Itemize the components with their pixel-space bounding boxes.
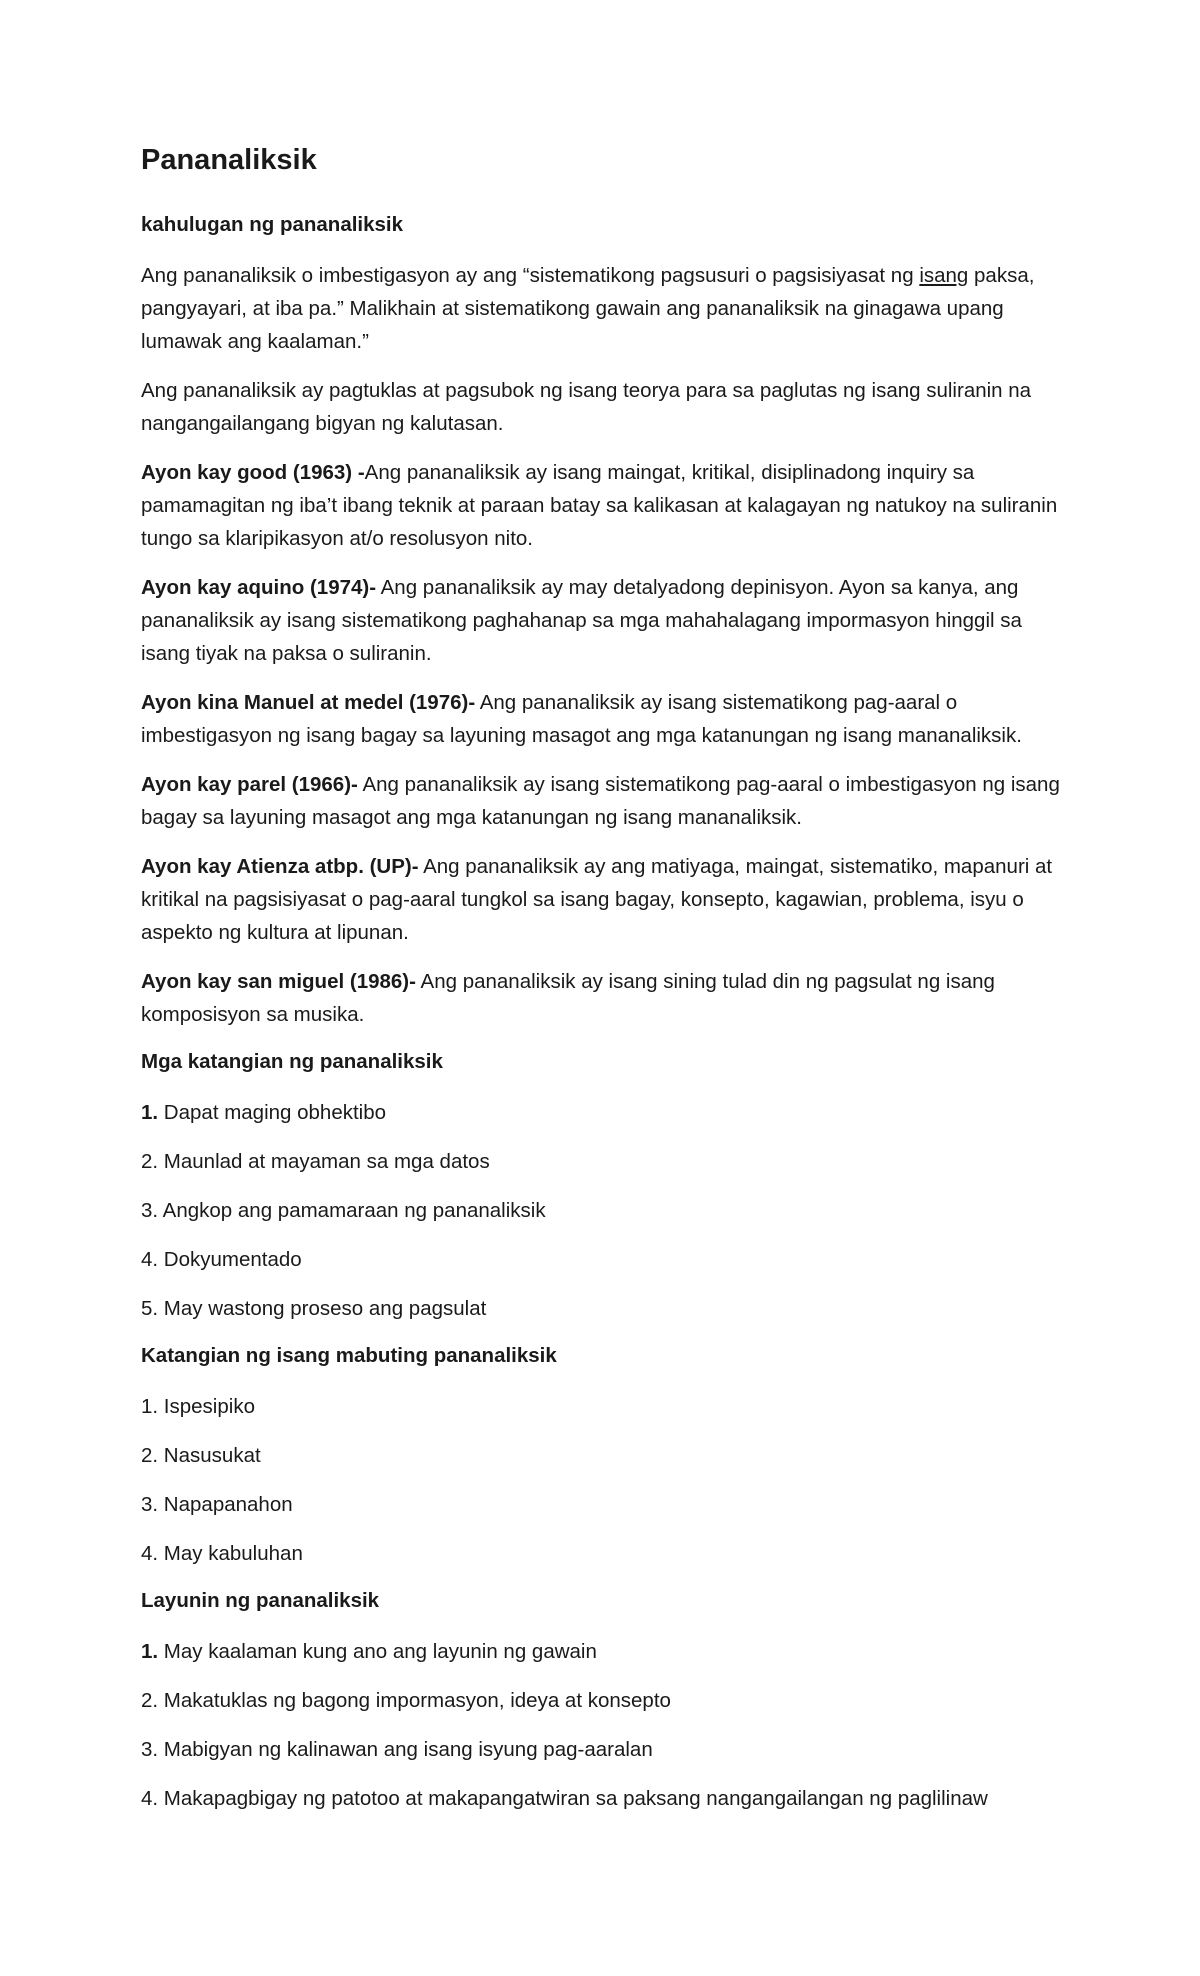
list-item bbox=[141, 1782, 1071, 1815]
list-item bbox=[141, 1537, 1071, 1570]
list-number: 4. bbox=[141, 1787, 159, 1810]
definition-source: Ayon kay aquino (1974)- bbox=[141, 576, 377, 599]
paragraph-pagtuklas: Ang pananaliksik ay pagtuklas at pagsubok ng isang teorya para sa paglutas ng isang suliranin na nangangailangang bigyan ng kalutasan. bbox=[141, 379, 1032, 435]
definition-text: Ang pananaliksik ay ang matiyaga, maingat, sistematiko, mapanuri at kritikal na pagsisiyasat o pag-aaral tungkol sa isang bagay, konsepto, kagawian, problema, isyu o aspekto ng kultura at lipunan. bbox=[141, 855, 1053, 944]
list-number: 4. bbox=[141, 1248, 159, 1271]
list-number: 1. bbox=[141, 1101, 159, 1124]
list-text: Dapat maging obhektibo bbox=[158, 1101, 387, 1124]
list-item bbox=[141, 1292, 1071, 1325]
list-number: 3. bbox=[141, 1199, 159, 1222]
definition-source: Ayon kay parel (1966)- bbox=[141, 773, 358, 796]
list-text: May wastong proseso ang pagsulat bbox=[158, 1297, 487, 1320]
list-item bbox=[141, 1194, 1071, 1227]
list-item bbox=[141, 1635, 1071, 1668]
underlined-word: isang bbox=[919, 264, 969, 287]
list-item bbox=[141, 1243, 1071, 1276]
section-heading-kahulugan: kahulugan ng pananaliksik bbox=[141, 213, 404, 236]
definition-paragraph bbox=[141, 768, 1071, 834]
list-item bbox=[141, 1488, 1071, 1521]
section-heading-layunin: Layunin ng pananaliksik bbox=[141, 1589, 380, 1612]
definition-text: Ang pananaliksik ay isang maingat, kritikal, disiplinadong inquiry sa pamamagitan ng iba’t ibang teknik at paraan batay sa kalikasan at kalagayan ng natukoy na suliranin tungo sa klaripikasyon at/o resolusyon nito. bbox=[141, 461, 1058, 550]
list-text: Maunlad at mayaman sa mga datos bbox=[158, 1150, 490, 1173]
definition-source: Ayon kay Atienza atbp. (UP)- bbox=[141, 855, 419, 878]
list-item bbox=[141, 1390, 1071, 1423]
definition-source: Ayon kay good (1963) - bbox=[141, 461, 365, 484]
definition-text: Ang pananaliksik ay isang sistematikong pag-aaral o imbestigasyon ng isang bagay sa layuning masagot ang mga katanungan ng isang mananaliksik. bbox=[141, 773, 1060, 829]
document-title: Pananaliksik bbox=[141, 144, 317, 176]
paragraph-definition bbox=[141, 259, 1071, 358]
list-item bbox=[141, 1733, 1071, 1766]
list-item bbox=[141, 1439, 1071, 1472]
list-text: Makatuklas ng bagong impormasyon, ideya at konsepto bbox=[158, 1689, 671, 1712]
list-text: Makapagbigay ng patotoo at makapangatwiran sa paksang nangangailangan ng paglilinaw bbox=[158, 1787, 988, 1810]
definition-text: Ang pananaliksik ay isang sistematikong pag-aaral o imbestigasyon ng isang bagay sa layuning masagot ang mga katanungan ng isang mananaliksik. bbox=[141, 691, 1022, 747]
definition-source: Ayon kina Manuel at medel (1976)- bbox=[141, 691, 476, 714]
list-number: 4. bbox=[141, 1542, 159, 1565]
list-number: 3. bbox=[141, 1738, 159, 1761]
definition-paragraph bbox=[141, 850, 1071, 949]
list-text: Nasusukat bbox=[158, 1444, 261, 1467]
list-text: Mabigyan ng kalinawan ang isang isyung pag-aaralan bbox=[158, 1738, 653, 1761]
document-page bbox=[141, 140, 1071, 1831]
list-text: Angkop ang pamamaraan ng pananaliksik bbox=[158, 1199, 546, 1222]
list-text: Ispesipiko bbox=[158, 1395, 255, 1418]
list-item bbox=[141, 1145, 1071, 1178]
list-number: 5. bbox=[141, 1297, 159, 1320]
definition-paragraph bbox=[141, 456, 1071, 555]
list-text: Napapanahon bbox=[158, 1493, 293, 1516]
list-item bbox=[141, 1096, 1071, 1129]
list-text: May kaalaman kung ano ang layunin ng gawain bbox=[158, 1640, 597, 1663]
list-item bbox=[141, 1684, 1071, 1717]
definition-text: Ang pananaliksik ay isang sining tulad din ng pagsulat ng isang komposisyon sa musika. bbox=[141, 970, 995, 1026]
definition-paragraph bbox=[141, 686, 1071, 752]
section-heading-mabuting: Katangian ng isang mabuting pananaliksik bbox=[141, 1344, 557, 1367]
list-number: 3. bbox=[141, 1493, 159, 1516]
list-number: 2. bbox=[141, 1150, 159, 1173]
list-number: 2. bbox=[141, 1689, 159, 1712]
list-number: 1. bbox=[141, 1395, 159, 1418]
definition-paragraph bbox=[141, 965, 1071, 1031]
paragraph-text: Ang pananaliksik o imbestigasyon ay ang “sistematikong pagsusuri o pagsisiyasat ng bbox=[141, 264, 920, 287]
definition-paragraph bbox=[141, 571, 1071, 670]
paragraph-text: paksa, pangyayari, at iba pa.” Malikhain at sistematikong gawain ang pananaliksik na ginagawa upang lumawak ang kaalaman.” bbox=[141, 264, 1035, 353]
section-heading-katangian: Mga katangian ng pananaliksik bbox=[141, 1050, 443, 1073]
definition-source: Ayon kay san miguel (1986)- bbox=[141, 970, 416, 993]
definition-text: Ang pananaliksik ay may detalyadong depinisyon. Ayon sa kanya, ang pananaliksik ay isang sistematikong paghahanap sa mga mahahalagang impormasyon hinggil sa isang tiyak na paksa o suliranin. bbox=[141, 576, 1022, 665]
list-number: 1. bbox=[141, 1640, 159, 1663]
list-text: May kabuluhan bbox=[158, 1542, 303, 1565]
list-number: 2. bbox=[141, 1444, 159, 1467]
list-text: Dokyumentado bbox=[158, 1248, 302, 1271]
